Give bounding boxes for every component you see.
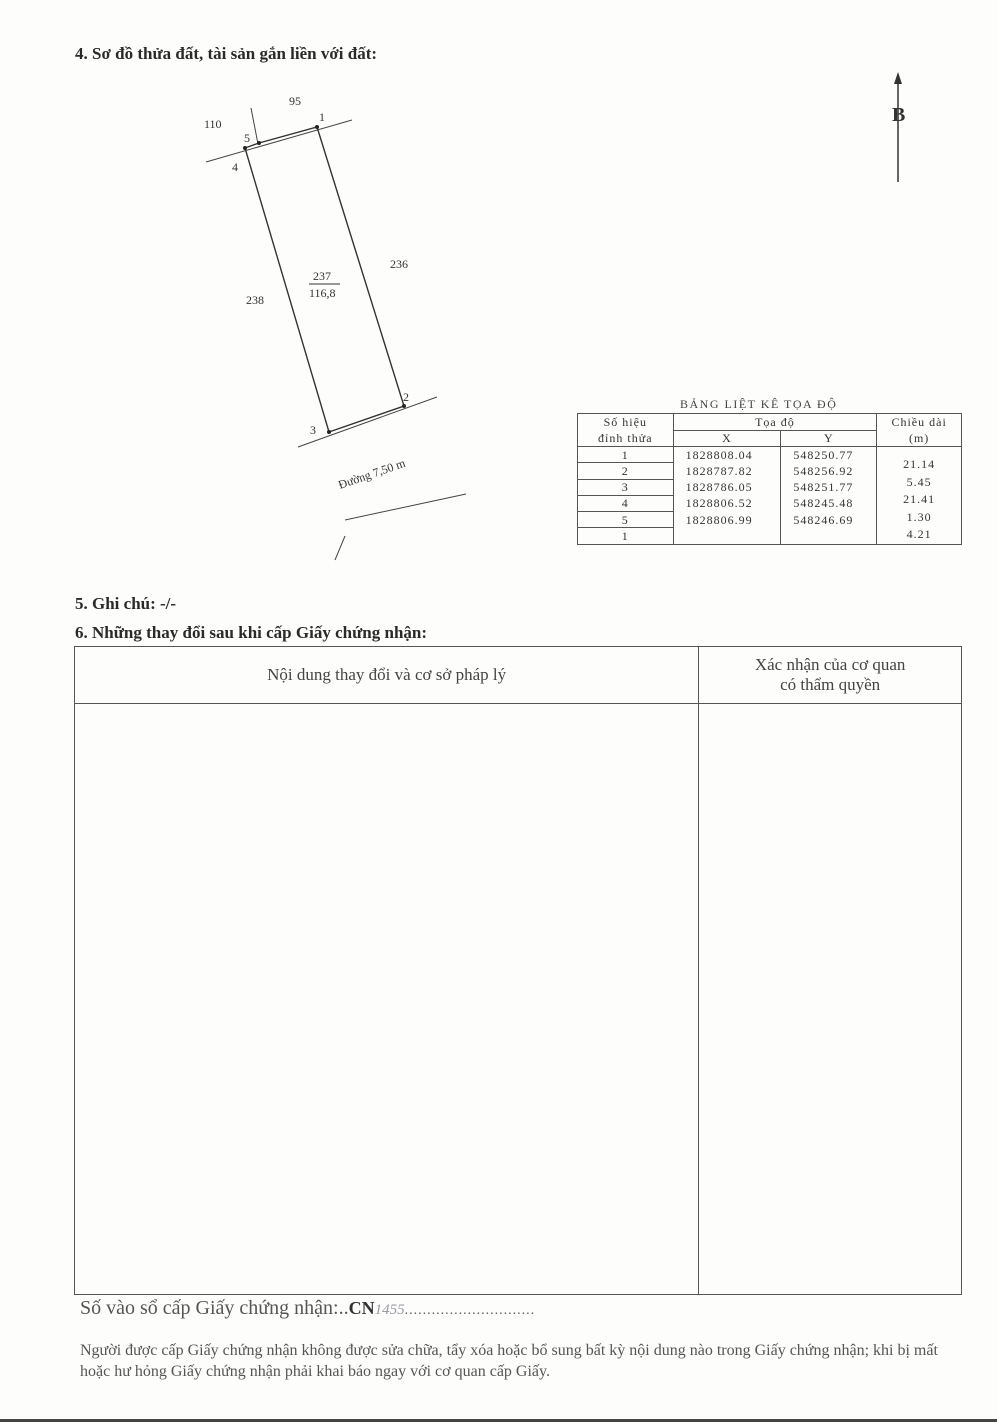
road-far-edge-line [345,494,466,520]
table-row: 1 1828808.04 548250.77 21.14 5.45 21.41 1.30 4.21 [578,447,962,463]
neighbor-110: 110 [204,117,222,131]
parcel-number: 237 [313,269,331,283]
vertex-1-point [315,125,319,129]
section-4-title: 4. Sơ đồ thửa đất, tài sản gắn liền với đất: [75,44,378,63]
north-boundary-line [206,120,352,162]
table-row: 3 1828786.05 548251.77 [578,479,962,495]
bottom-rule [0,1419,997,1422]
changes-content-cell[interactable] [75,704,699,1295]
neighbor-95: 95 [289,94,301,108]
lengths-cell [877,447,962,545]
road-corner-line [335,536,345,560]
header-length: Chiều dài (m) [877,414,962,447]
coord-table [577,413,962,545]
section-5-title: 5. Ghi chú: -/- [75,594,177,613]
footer-note: Người được cấp Giấy chứng nhận không được sửa chữa, tẩy xóa hoặc bổ sung bất kỳ nội dung nào trong Giấy chứng nhận; khi bị mất hoặc hư hỏng Giấy chứng nhận phải khai báo ngay với cơ quan cấp Giấy. [80,1342,938,1380]
header-x: X [673,430,781,447]
coord-table-title: BẢNG LIỆT KÊ TỌA ĐỘ [680,397,838,411]
changes-confirmation-cell[interactable] [699,704,962,1295]
road-label: Đường 7,50 m [336,455,408,492]
register-prefix: CN [348,1298,375,1318]
vertex-label-4: 4 [232,160,238,174]
vertex-label-3: 3 [310,423,316,437]
vertex-3-point [327,430,331,434]
header-y: Y [781,430,877,447]
neighbor-238: 238 [246,293,264,307]
table-row: 4 1828806.52 548245.48 [578,495,962,511]
register-dots: ............................. [404,1303,536,1318]
table-row: 2 1828787.82 548256.92 [578,463,962,479]
divider-line [251,108,258,144]
vertex-label-2: 2 [403,390,409,404]
register-line [80,1297,535,1320]
register-label: Số vào sổ cấp Giấy chứng nhận:.. [80,1297,349,1319]
length-3: 21.41 [903,492,936,506]
parcel-area: 116,8 [309,286,336,300]
vertex-label-1: 1 [319,110,325,124]
road-edge-line [298,397,437,447]
neighbor-236: 236 [390,257,408,271]
changes-table [74,646,962,1295]
length-1: 21.14 [903,457,936,471]
north-arrow-icon [894,72,902,84]
section-6-title: 6. Những thay đổi sau khi cấp Giấy chứng nhận: [75,623,428,642]
length-2: 5.45 [906,474,932,489]
register-number: 1455 [374,1302,405,1318]
table-row: 1 [578,528,962,544]
table-row: 5 1828806.99 548246.69 [578,512,962,528]
length-4: 1.30 [906,509,932,524]
changes-col1-header: Nội dung thay đổi và cơ sở pháp lý [75,647,699,704]
north-label: B [892,104,906,126]
vertex-2-point [402,404,406,408]
header-vertex: Số hiệu đỉnh thửa [578,414,674,447]
vertex-label-5: 5 [244,131,250,145]
changes-col2-header: Xác nhận của cơ quan có thẩm quyền [699,647,962,704]
header-coord: Tọa độ [673,414,877,431]
vertex-4-point [243,146,247,150]
length-5: 4.21 [906,527,932,541]
vertex-5-point [257,141,261,145]
